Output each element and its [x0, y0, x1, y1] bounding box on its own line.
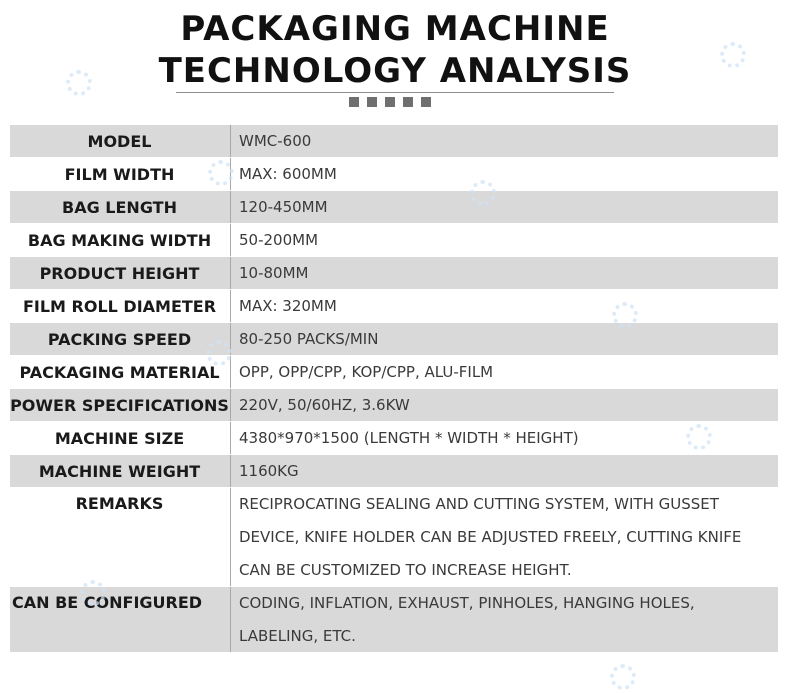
spec-row-model: [10, 125, 778, 157]
decor-dot: [349, 97, 359, 107]
spec-value: WMC-600: [239, 132, 312, 150]
column-divider: [230, 356, 231, 388]
spec-label: BAG LENGTH: [62, 197, 177, 217]
column-divider: [230, 290, 231, 322]
column-divider: [230, 125, 231, 157]
spec-row-bag-making-width: [10, 224, 778, 256]
spec-row-machine-weight: [10, 455, 778, 487]
column-divider: [230, 455, 231, 487]
spec-value: 50-200MM: [239, 231, 319, 249]
spec-row-product-height: [10, 257, 778, 289]
spec-label: REMARKS: [75, 494, 164, 513]
spec-label: POWER SPECIFICATIONS: [10, 395, 229, 415]
watermark-logo-icon: [612, 302, 638, 328]
watermark-logo-icon: [80, 580, 106, 606]
spec-label: MACHINE WEIGHT: [38, 461, 201, 481]
spec-value: 10-80MM: [239, 264, 309, 282]
column-divider: [230, 224, 231, 256]
spec-row-power-specifications: [10, 389, 778, 421]
spec-row-packaging-material: [10, 356, 778, 388]
watermark-logo-icon: [208, 160, 234, 186]
spec-label: MODEL: [87, 131, 152, 151]
decor-dot: [421, 97, 431, 107]
page-title-line-1: PACKAGING MACHINE: [180, 9, 610, 49]
spec-label: FILM WIDTH: [64, 164, 175, 184]
spec-row-can-be-configured: [10, 587, 778, 652]
spec-label: MACHINE SIZE: [54, 428, 185, 448]
spec-row-film-width: [10, 158, 778, 190]
watermark-logo-icon: [470, 180, 496, 206]
spec-value: MAX: 320MM: [239, 297, 337, 315]
spec-value: 80-250 PACKS/MIN: [239, 330, 379, 348]
decor-dot: [403, 97, 413, 107]
spec-table: [10, 125, 778, 652]
spec-value: 1160KG: [239, 462, 299, 480]
title-dots-decoration: [349, 97, 431, 107]
watermark-logo-icon: [206, 340, 232, 366]
column-divider: [230, 422, 231, 454]
spec-row-bag-length: [10, 191, 778, 223]
watermark-logo-icon: [686, 424, 712, 450]
spec-row-remarks: [10, 488, 778, 586]
spec-value: OPP, OPP/CPP, KOP/CPP, ALU-FILM: [239, 363, 494, 381]
column-divider: [230, 389, 231, 421]
title-divider: [176, 92, 614, 93]
watermark-logo-icon: [66, 70, 92, 96]
column-divider: [230, 257, 231, 289]
spec-row-packing-speed: [10, 323, 778, 355]
watermark-logo-icon: [610, 664, 636, 690]
spec-value: 4380*970*1500 (LENGTH * WIDTH * HEIGHT): [239, 429, 579, 447]
spec-value: MAX: 600MM: [239, 165, 337, 183]
spec-value: RECIPROCATING SEALING AND CUTTING SYSTEM, WITH GUSSET DEVICE, KNIFE HOLDER CAN BE ADJUSTED FREELY, CUTTING KNIFE CAN BE CUSTOMIZED TO INCREASE HEIGHT.: [239, 495, 742, 579]
spec-label: PRODUCT HEIGHT: [39, 263, 200, 283]
decor-dot: [385, 97, 395, 107]
spec-label: CAN BE CONFIGURED: [12, 593, 203, 612]
spec-value: 120-450MM: [239, 198, 328, 216]
spec-value: 220V, 50/60HZ, 3.6KW: [239, 396, 410, 414]
decor-dot: [367, 97, 377, 107]
column-divider: [230, 587, 231, 652]
watermark-logo-icon: [720, 42, 746, 68]
spec-row-film-roll-diameter: [10, 290, 778, 322]
page-title-line-2: TECHNOLOGY ANALYSIS: [158, 51, 632, 91]
column-divider: [230, 488, 231, 586]
spec-row-machine-size: [10, 422, 778, 454]
spec-label: BAG MAKING WIDTH: [27, 230, 212, 250]
spec-value: CODING, INFLATION, EXHAUST, PINHOLES, HANGING HOLES, LABELING, ETC.: [239, 594, 695, 645]
spec-label: PACKING SPEED: [47, 329, 192, 349]
spec-label: PACKAGING MATERIAL: [19, 362, 220, 382]
spec-label: FILM ROLL DIAMETER: [22, 296, 217, 316]
column-divider: [230, 191, 231, 223]
